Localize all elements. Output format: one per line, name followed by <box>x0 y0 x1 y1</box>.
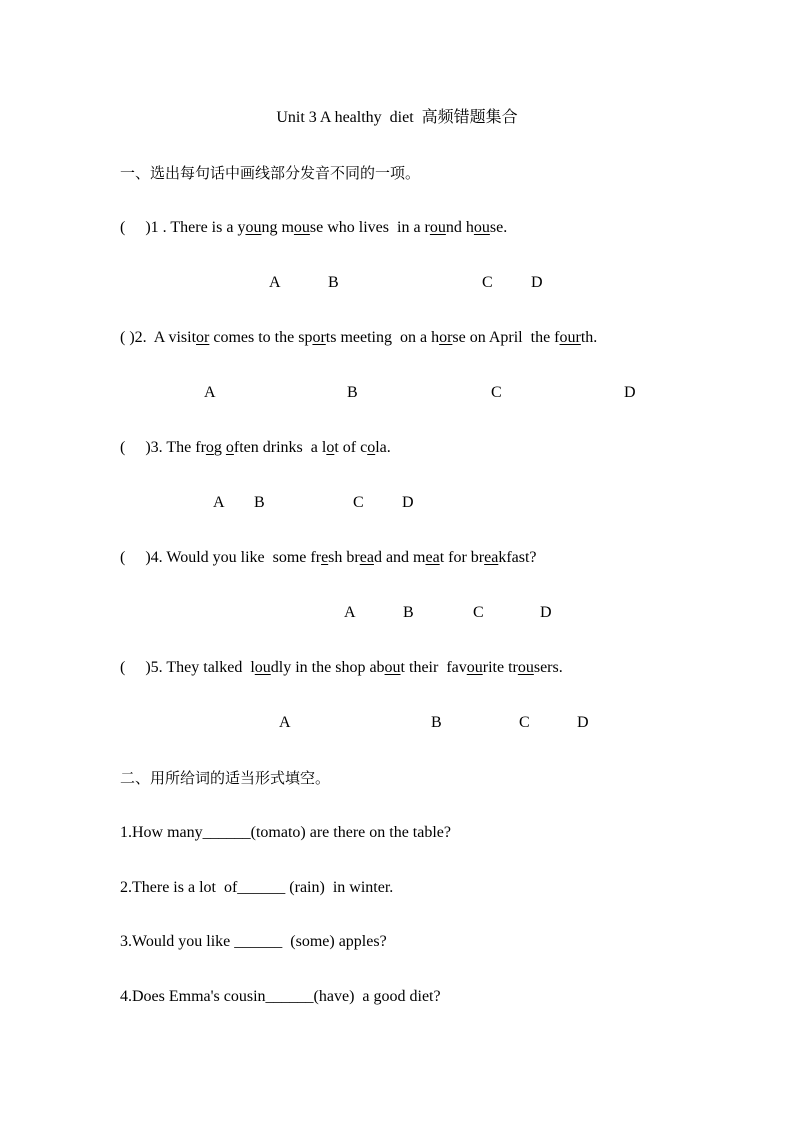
option-label: C <box>473 604 484 621</box>
fill-in-item-1: 1.How many______(tomato) are there on the table? <box>120 824 451 841</box>
question-5: ( )5. They talked loudly in the shop about their favourite trousers. <box>120 659 563 676</box>
option-label: C <box>482 274 493 291</box>
option-label: B <box>254 494 265 511</box>
option-label: D <box>624 384 636 401</box>
option-label: C <box>519 714 530 731</box>
section-1-heading: 一、选出每句话中画线部分发音不同的一项。 <box>120 164 421 182</box>
fill-in-item-2: 2.There is a lot of______ (rain) in winter. <box>120 879 394 896</box>
fill-in-item-4: 4.Does Emma's cousin______(have) a good diet? <box>120 988 441 1005</box>
option-label: B <box>431 714 442 731</box>
option-label: D <box>577 714 589 731</box>
option-label: A <box>279 714 291 731</box>
option-label: B <box>328 274 339 291</box>
option-label: B <box>347 384 358 401</box>
section-2-heading: 二、用所给词的适当形式填空。 <box>120 769 331 787</box>
question-3: ( )3. The frog often drinks a lot of cola. <box>120 439 391 456</box>
option-label: A <box>344 604 356 621</box>
option-label: D <box>531 274 543 291</box>
option-label: A <box>213 494 225 511</box>
option-label: A <box>269 274 281 291</box>
page-title: Unit 3 A healthy diet 高频错题集合 <box>276 109 518 126</box>
option-label: A <box>204 384 216 401</box>
option-label: C <box>491 384 502 401</box>
question-1: ( )1 . There is a young mouse who lives in a round house. <box>120 219 508 236</box>
option-label: D <box>540 604 552 621</box>
question-2: ( )2. A visitor comes to the sports meeting on a horse on April the fourth. <box>120 329 598 346</box>
option-label: B <box>403 604 414 621</box>
option-label: C <box>353 494 364 511</box>
fill-in-item-3: 3.Would you like ______ (some) apples? <box>120 933 387 950</box>
option-label: D <box>402 494 414 511</box>
question-4: ( )4. Would you like some fresh bread and meat for breakfast? <box>120 549 537 566</box>
